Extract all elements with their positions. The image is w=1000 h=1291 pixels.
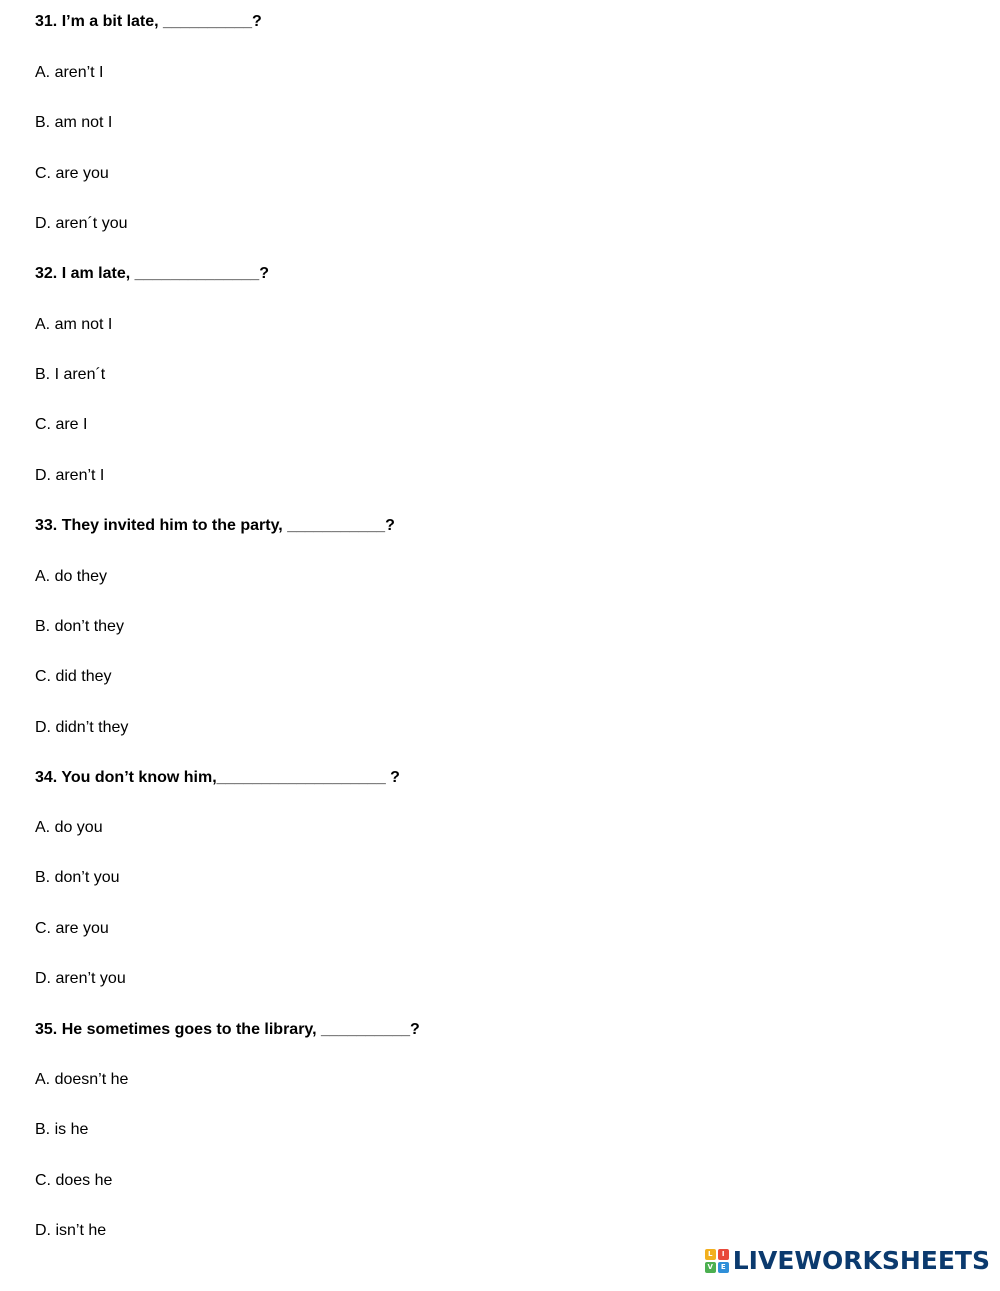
question-34-option-b[interactable]: B. don’t you: [35, 869, 120, 886]
question-35-option-b[interactable]: B. is he: [35, 1121, 89, 1138]
liveworksheets-logo-text: LIVEWORKSHEETS: [732, 1246, 990, 1275]
question-35-option-a[interactable]: A. doesn’t he: [35, 1071, 129, 1088]
question-32-option-b[interactable]: B. I aren´t: [35, 366, 106, 383]
question-33-option-d[interactable]: D. didn’t they: [35, 719, 129, 736]
question-32-option-d[interactable]: D. aren’t I: [35, 467, 105, 484]
question-34-prompt: 34. You don’t know him,___________________ ?: [35, 769, 400, 786]
logo-mark-tile-l: L: [705, 1249, 716, 1260]
question-35-option-d[interactable]: D. isn’t he: [35, 1222, 107, 1239]
question-31-prompt: 31. I’m a bit late, __________?: [35, 13, 262, 30]
logo-mark-tile-v: V: [705, 1262, 716, 1273]
question-32-option-a[interactable]: A. am not I: [35, 316, 113, 333]
question-31-option-a[interactable]: A. aren’t I: [35, 64, 104, 81]
logo-mark-tile-i: I: [718, 1249, 729, 1260]
question-35-option-c[interactable]: C. does he: [35, 1172, 113, 1189]
question-32-option-c[interactable]: C. are I: [35, 416, 88, 433]
question-34-option-d[interactable]: D. aren’t you: [35, 970, 126, 987]
question-34-option-c[interactable]: C. are you: [35, 920, 109, 937]
question-31-option-c[interactable]: C. are you: [35, 165, 109, 182]
question-35-prompt: 35. He sometimes goes to the library, __________?: [35, 1021, 420, 1038]
question-31-option-b[interactable]: B. am not I: [35, 114, 113, 131]
question-33-option-c[interactable]: C. did they: [35, 668, 112, 685]
logo-mark-tile-e: E: [718, 1262, 729, 1273]
question-33-option-a[interactable]: A. do they: [35, 568, 108, 585]
question-32-prompt: 32. I am late, ______________?: [35, 265, 269, 282]
question-33-prompt: 33. They invited him to the party, ___________?: [35, 517, 395, 534]
liveworksheets-logo: [705, 1247, 990, 1275]
question-34-option-a[interactable]: A. do you: [35, 819, 103, 836]
question-31-option-d[interactable]: D. aren´t you: [35, 215, 128, 232]
liveworksheets-logo-mark-icon: [705, 1249, 729, 1273]
question-33-option-b[interactable]: B. don’t they: [35, 618, 124, 635]
